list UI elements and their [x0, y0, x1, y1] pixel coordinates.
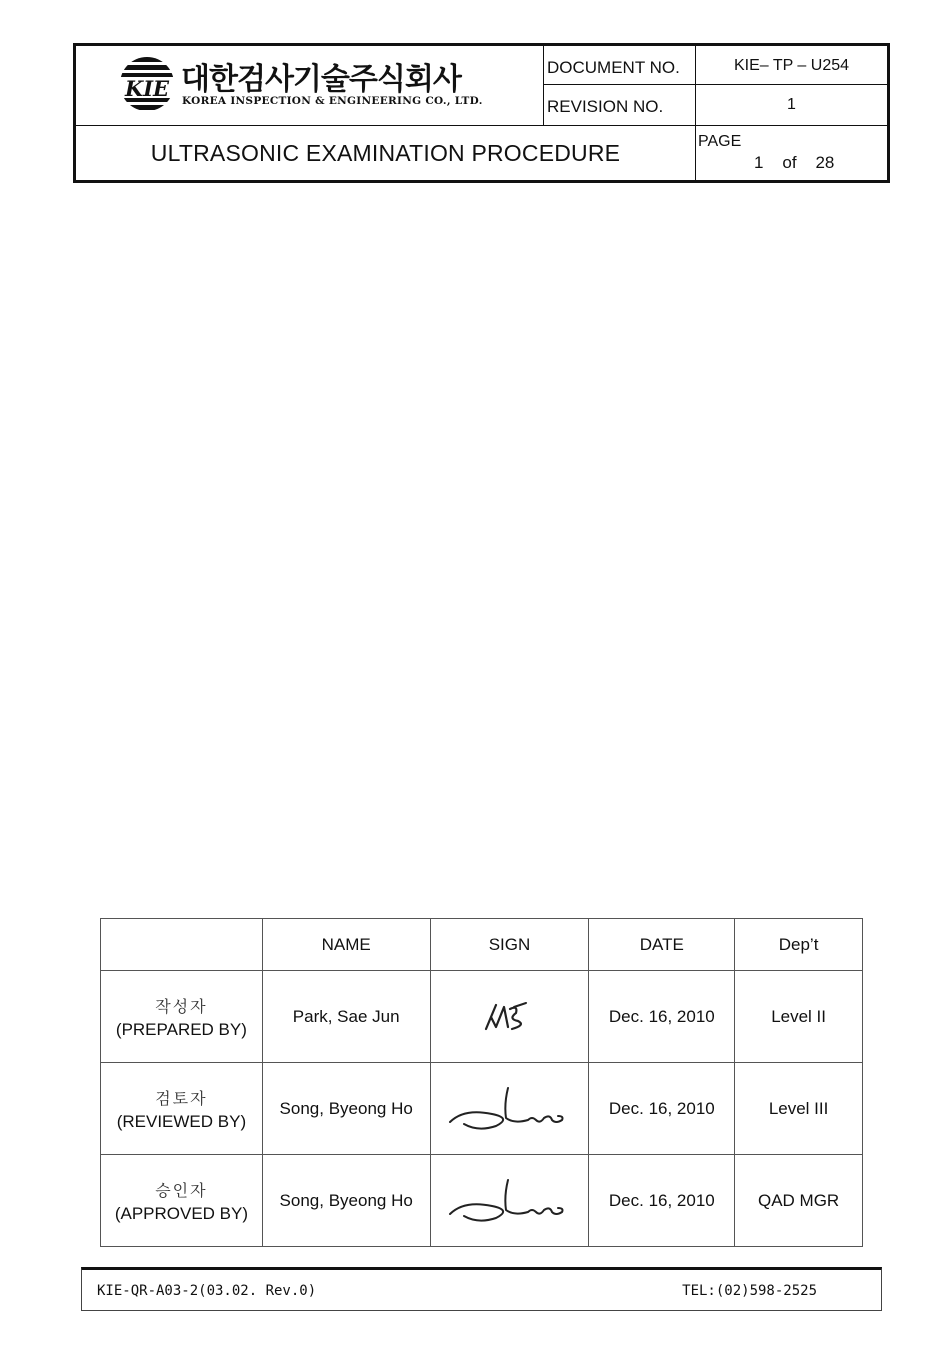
phone-number: TEL:(02)598-2525 — [682, 1283, 817, 1299]
dept-cell: QAD MGR — [735, 1155, 863, 1247]
company-korean-name: 대한검사기술주식회사 — [181, 62, 461, 97]
column-header-name: NAME — [262, 919, 430, 971]
date-cell: Dec. 16, 2010 — [589, 1063, 735, 1155]
signature-prepared-icon — [474, 997, 544, 1037]
approval-table — [100, 918, 863, 1247]
name-cell: Song, Byeong Ho — [262, 1155, 430, 1247]
role-korean: 작성자 — [155, 996, 208, 1016]
document-no-value-cell — [696, 46, 887, 85]
column-header-sign: SIGN — [430, 919, 589, 971]
signature-cell — [430, 971, 589, 1063]
revision-no-value: 1 — [787, 96, 796, 113]
page-footer — [81, 1267, 882, 1311]
kie-logo-icon — [118, 54, 176, 114]
document-header — [73, 43, 890, 183]
document-title: ULTRASONIC EXAMINATION PROCEDURE — [150, 140, 621, 166]
date-cell: Dec. 16, 2010 — [589, 1155, 735, 1247]
document-no-value: KIE– TP – U254 — [733, 57, 850, 74]
table-row-approved — [101, 1155, 863, 1247]
company-logo-cell — [76, 46, 544, 125]
svg-text:KIE: KIE — [124, 76, 170, 101]
company-english-name: KOREA INSPECTION & ENGINEERING CO., LTD. — [182, 95, 483, 107]
approval-header-row — [101, 919, 863, 971]
column-header-date: DATE — [589, 919, 735, 971]
column-header-dept: Dep’t — [735, 919, 863, 971]
page-current: 1 — [754, 153, 764, 172]
form-code: KIE-QR-A03-2(03.02. Rev.0) — [97, 1283, 317, 1299]
dept-cell: Level III — [735, 1063, 863, 1155]
role-cell — [101, 1063, 263, 1155]
role-cell — [101, 1155, 263, 1247]
name-cell: Park, Sae Jun — [262, 971, 430, 1063]
page-of: of — [782, 153, 797, 172]
document-no-label-cell — [544, 46, 696, 85]
page-number — [754, 153, 834, 173]
table-row-prepared — [101, 971, 863, 1063]
title-cell — [76, 125, 696, 180]
signature-reviewed-icon — [444, 1084, 574, 1134]
role-korean: 승인자 — [155, 1180, 208, 1200]
document-no-label: DOCUMENT NO. — [547, 58, 680, 77]
signature-approved-icon — [444, 1176, 574, 1226]
page-total: 28 — [815, 153, 835, 172]
role-english: (APPROVED BY) — [114, 1203, 249, 1223]
role-cell — [101, 971, 263, 1063]
revision-no-label-cell — [544, 85, 696, 125]
role-english: (REVIEWED BY) — [116, 1111, 247, 1131]
dept-cell: Level II — [735, 971, 863, 1063]
signature-cell — [430, 1063, 589, 1155]
column-header-role — [101, 919, 263, 971]
role-korean: 검토자 — [155, 1088, 208, 1108]
page-label: PAGE — [698, 133, 742, 150]
page-cell — [696, 125, 887, 180]
signature-cell — [430, 1155, 589, 1247]
table-row-reviewed — [101, 1063, 863, 1155]
role-english: (PREPARED BY) — [115, 1019, 247, 1039]
date-cell: Dec. 16, 2010 — [589, 971, 735, 1063]
revision-no-label: REVISION NO. — [547, 97, 664, 116]
revision-no-value-cell — [696, 85, 887, 125]
name-cell: Song, Byeong Ho — [262, 1063, 430, 1155]
